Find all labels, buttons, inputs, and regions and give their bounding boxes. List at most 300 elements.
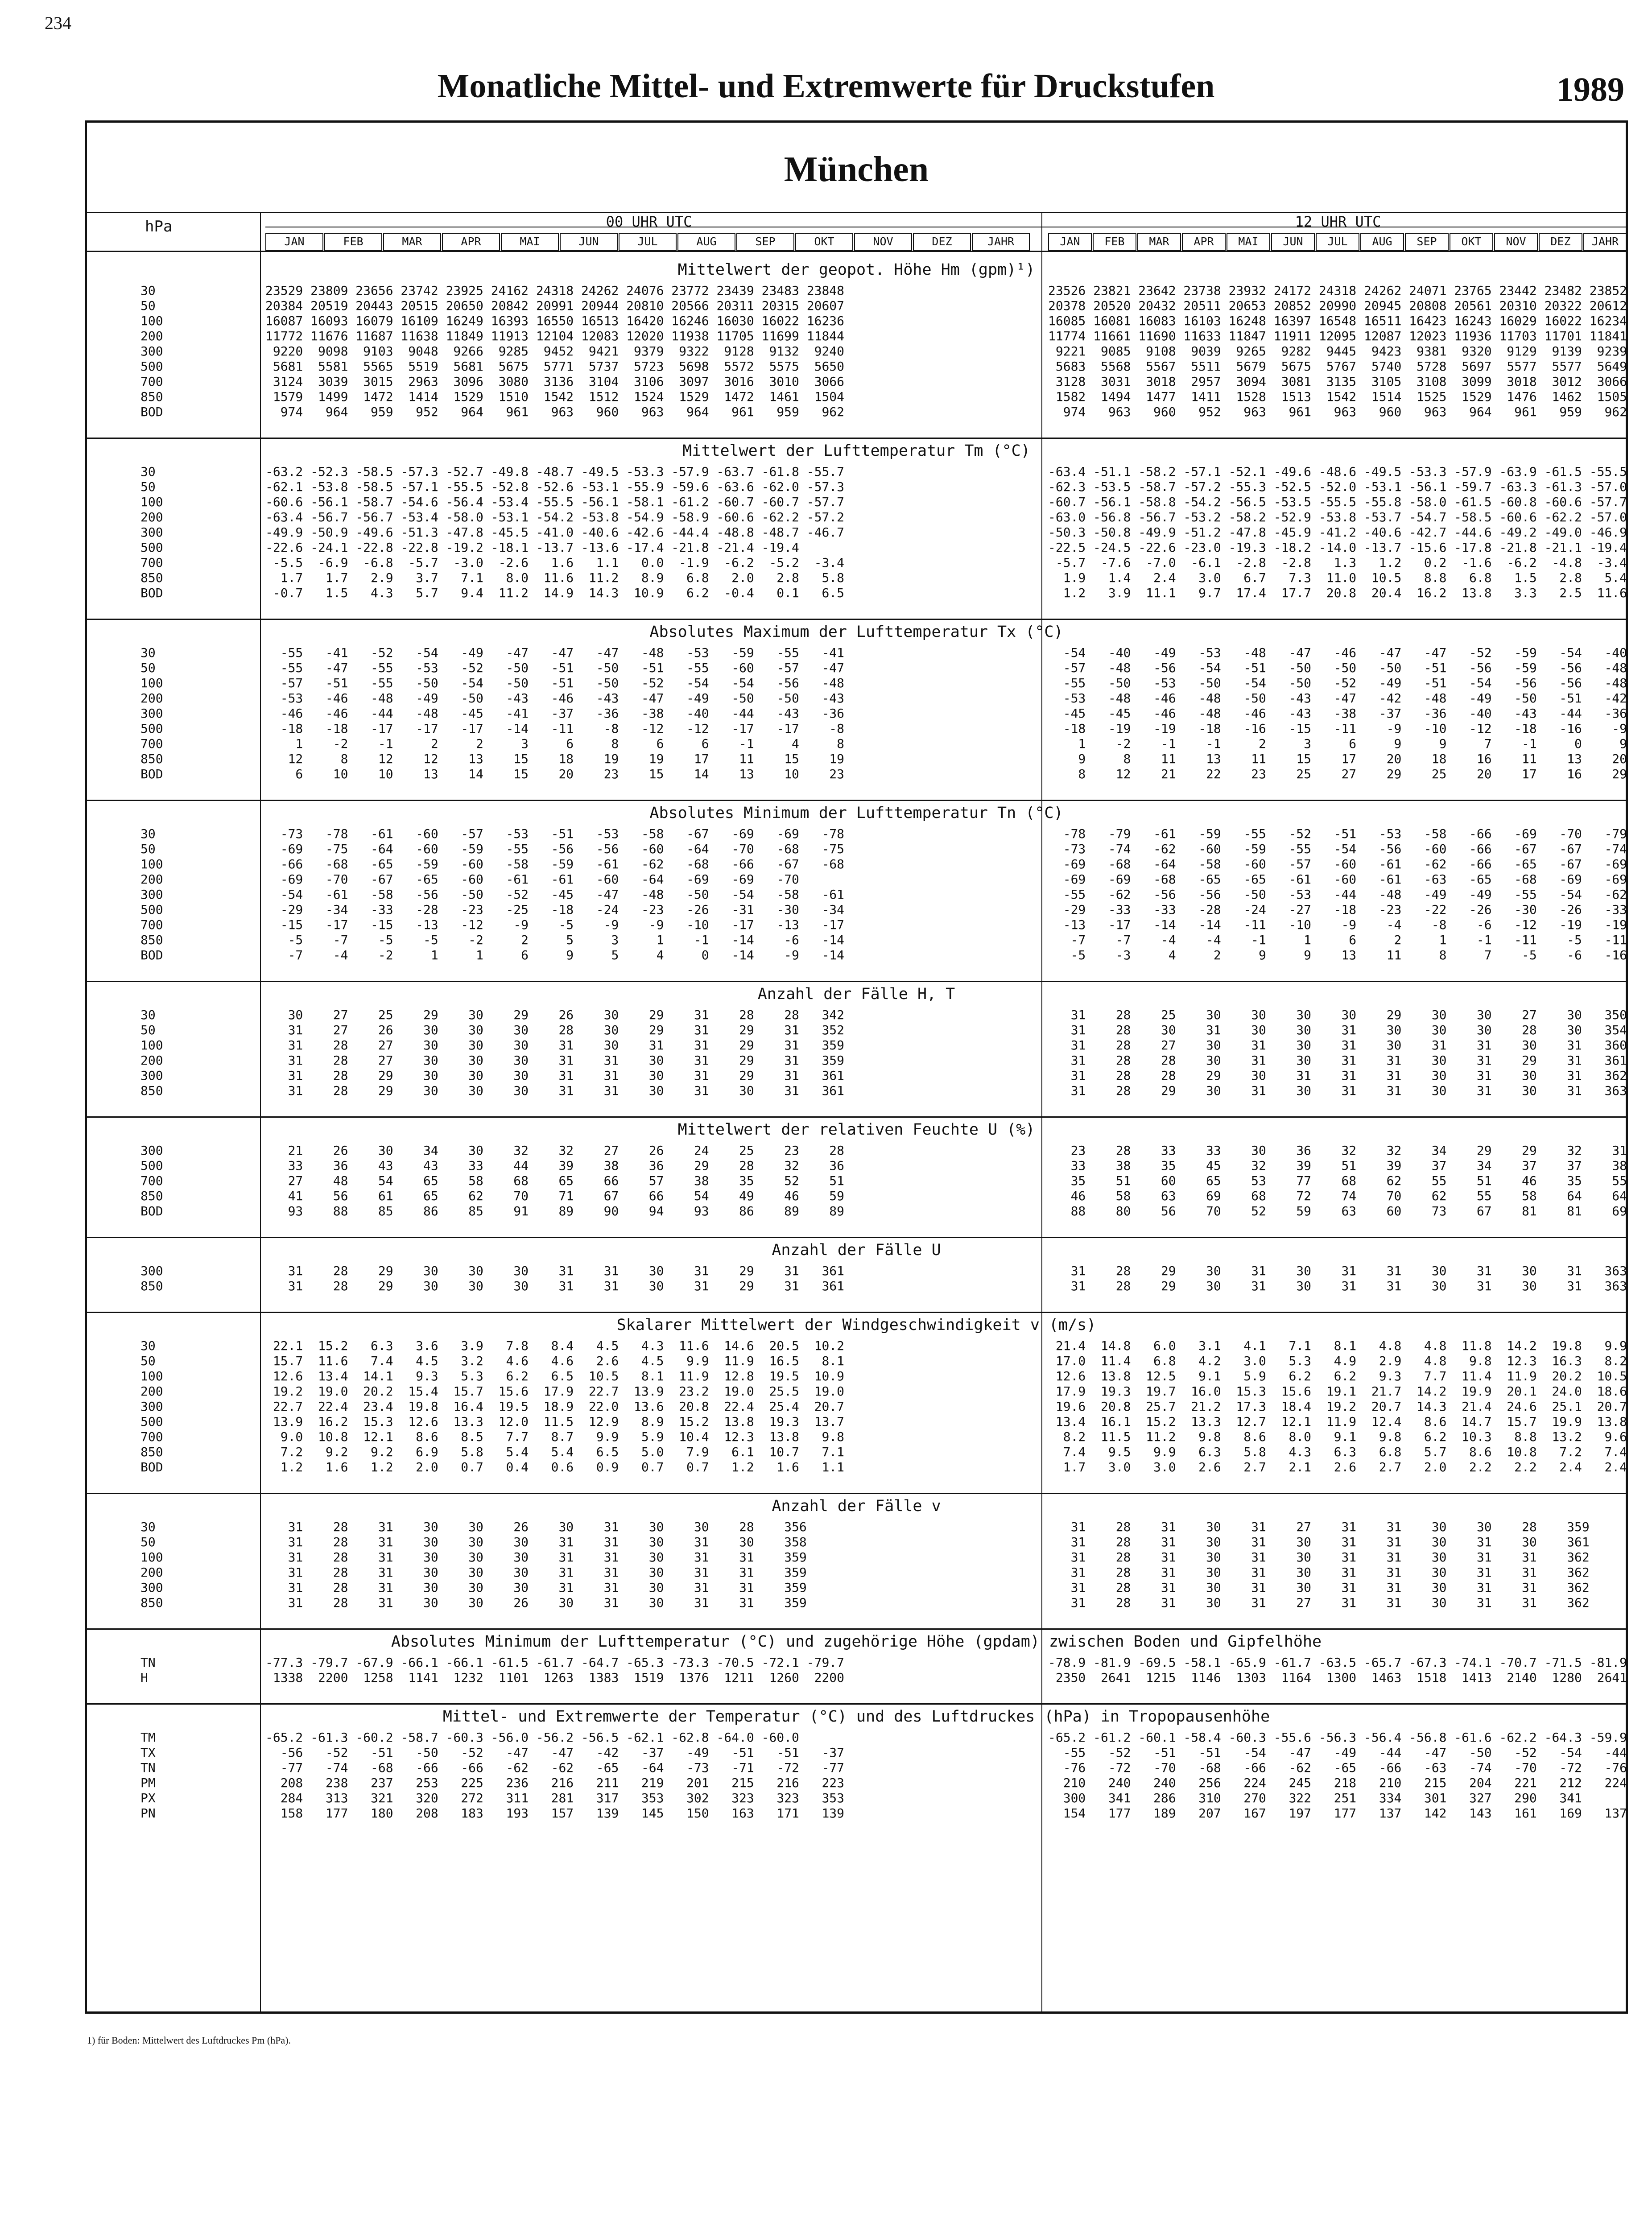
table-row xyxy=(87,298,1626,314)
table-row xyxy=(87,1670,1626,1685)
table-row xyxy=(87,1189,1626,1204)
months-12 xyxy=(1048,233,1628,251)
row-label: 30 xyxy=(140,645,156,660)
month-header: AUG xyxy=(1360,233,1404,251)
section-separator xyxy=(87,438,1626,439)
values-12-utc: 31 28 29 30 31 30 31 31 30 31 30 31 363 xyxy=(1048,1279,1627,1293)
row-label: BOD xyxy=(140,405,163,419)
row-label: 850 xyxy=(140,570,163,585)
values-00-utc: 31 28 31 30 30 30 31 31 30 31 31 359 xyxy=(265,1580,807,1595)
values-12-utc: 46 58 63 69 68 72 74 70 62 55 58 64 64 xyxy=(1048,1189,1627,1203)
section-separator xyxy=(87,981,1626,982)
table-row xyxy=(87,374,1626,389)
row-label: 50 xyxy=(140,1535,156,1549)
month-header: FEB xyxy=(1093,233,1136,251)
month-header: SEP xyxy=(1405,233,1449,251)
table-row xyxy=(87,479,1626,495)
values-12-utc: 31 28 31 30 31 30 31 31 30 31 31 362 xyxy=(1048,1550,1590,1565)
values-00-utc: -15 -17 -15 -13 -12 -9 -5 -9 -9 -10 -17 -13 -17 xyxy=(265,917,845,932)
table-row xyxy=(87,1776,1626,1791)
values-12-utc: 13.4 16.1 15.2 13.3 12.7 12.1 11.9 12.4 8.6 14.7 15.7 19.9 13.8 xyxy=(1048,1414,1627,1429)
values-00-utc: 19.2 19.0 20.2 15.4 15.7 15.6 17.9 22.7 13.9 23.2 19.0 25.5 19.0 xyxy=(265,1384,845,1399)
row-label: PN xyxy=(140,1806,156,1821)
section-rows xyxy=(87,1008,1626,1098)
month-header: JUL xyxy=(1316,233,1359,251)
table-row xyxy=(87,752,1626,767)
values-00-utc: -55 -47 -55 -53 -52 -50 -51 -50 -51 -55 -60 -57 -47 xyxy=(265,661,845,675)
section-rows xyxy=(87,464,1626,601)
values-00-utc: 31 28 31 30 30 30 31 31 30 31 31 359 xyxy=(265,1550,807,1565)
table-row xyxy=(87,706,1626,721)
row-label: 30 xyxy=(140,1338,156,1353)
col-divider-mid xyxy=(1041,212,1042,2014)
table-row xyxy=(87,1338,1626,1354)
row-label: 500 xyxy=(140,721,163,736)
values-00-utc: -46 -46 -44 -48 -45 -41 -37 -36 -38 -40 -44 -43 -36 xyxy=(265,706,845,721)
values-00-utc: -54 -61 -58 -56 -50 -52 -45 -47 -48 -50 -54 -58 -61 xyxy=(265,887,845,902)
row-label: 200 xyxy=(140,872,163,887)
table-row xyxy=(87,464,1626,479)
table-row xyxy=(87,314,1626,329)
page-title: Monatliche Mittel- und Extremwerte für Druckstufen xyxy=(437,67,1215,105)
values-12-utc: -78 -79 -61 -59 -55 -52 -51 -53 -58 -66 -69 -70 -79 xyxy=(1048,826,1627,841)
row-label: 200 xyxy=(140,1053,163,1068)
row-label: 100 xyxy=(140,495,163,509)
table-row xyxy=(87,1083,1626,1098)
table-row xyxy=(87,510,1626,525)
month-header: SEP xyxy=(736,233,794,251)
row-label: TX xyxy=(140,1745,156,1760)
values-00-utc: 6 10 10 13 14 15 20 23 15 14 13 10 23 xyxy=(265,767,845,781)
row-label: 200 xyxy=(140,691,163,706)
row-label: PX xyxy=(140,1791,156,1805)
row-label: 30 xyxy=(140,283,156,298)
table-row xyxy=(87,933,1626,948)
values-00-utc: 41 56 61 65 62 70 71 67 66 54 49 46 59 xyxy=(265,1189,845,1203)
table-row xyxy=(87,1038,1626,1053)
values-00-utc: -56 -52 -51 -50 -52 -47 -47 -42 -37 -49 -51 -51 -37 xyxy=(265,1745,845,1760)
values-00-utc: 31 28 31 30 30 26 30 31 30 31 31 359 xyxy=(265,1595,807,1610)
values-00-utc: 33 36 43 43 33 44 39 38 36 29 28 32 36 xyxy=(265,1158,845,1173)
values-12-utc: -5.7 -7.6 -7.0 -6.1 -2.8 -2.8 1.3 1.2 0.2 -1.6 -6.2 -4.8 -3.4 xyxy=(1048,555,1627,570)
table-row xyxy=(87,857,1626,872)
row-label: 50 xyxy=(140,661,156,675)
row-label: 300 xyxy=(140,1399,163,1414)
section-title: Anzahl der Fälle H, T xyxy=(757,985,955,1003)
month-header: FEB xyxy=(324,233,382,251)
row-label: 850 xyxy=(140,1083,163,1098)
values-12-utc: 31 28 27 30 31 30 31 30 31 31 30 31 360 xyxy=(1048,1038,1627,1053)
row-label: BOD xyxy=(140,948,163,962)
row-label: 50 xyxy=(140,842,156,856)
table-row xyxy=(87,1354,1626,1369)
section-separator xyxy=(87,1628,1626,1630)
month-header: JUN xyxy=(1271,233,1315,251)
values-12-utc: 31 28 28 29 30 31 31 31 30 31 30 31 362 xyxy=(1048,1068,1627,1083)
row-label: 700 xyxy=(140,1173,163,1188)
values-12-utc: 17.9 19.3 19.7 16.0 15.3 15.6 19.1 21.7 14.2 19.9 20.1 24.0 18.6 xyxy=(1048,1384,1627,1399)
section-title: Absolutes Minimum der Lufttemperatur (°C) und zugehörige Höhe (gpdam) zwischen Boden und Gipfelhöhe xyxy=(391,1633,1322,1651)
values-12-utc: 8.2 11.5 11.2 9.8 8.6 8.0 9.1 9.8 6.2 10.3 8.8 13.2 9.6 xyxy=(1048,1429,1627,1444)
section-title: Skalarer Mittelwert der Windgeschwindigkeit v (m/s) xyxy=(616,1316,1096,1334)
section-separator xyxy=(87,800,1626,801)
row-label: 300 xyxy=(140,1143,163,1158)
values-00-utc: -5.5 -6.9 -6.8 -5.7 -3.0 -2.6 1.6 1.1 0.0 -1.9 -6.2 -5.2 -3.4 xyxy=(265,555,845,570)
values-12-utc: 31 28 28 30 31 30 31 31 30 31 29 31 361 xyxy=(1048,1053,1627,1068)
table-row xyxy=(87,1580,1626,1595)
values-12-utc: -55 -50 -53 -50 -54 -50 -52 -49 -51 -54 -56 -56 -48 xyxy=(1048,676,1627,690)
row-label: BOD xyxy=(140,1204,163,1218)
table-row xyxy=(87,495,1626,510)
values-00-utc: 93 88 85 86 85 91 89 90 94 93 86 89 89 xyxy=(265,1204,845,1218)
values-12-utc: 31 28 31 30 31 30 31 31 30 31 30 361 xyxy=(1048,1535,1590,1549)
values-00-utc: -66 -68 -65 -59 -60 -58 -59 -61 -62 -68 -66 -67 -68 xyxy=(265,857,845,871)
table-row xyxy=(87,1460,1626,1475)
values-00-utc: 31 28 27 30 30 30 31 31 30 31 29 31 359 xyxy=(265,1053,845,1068)
values-00-utc: 208 238 237 253 225 236 216 211 219 201 215 216 223 xyxy=(265,1776,845,1790)
values-00-utc: -60.6 -56.1 -58.7 -54.6 -56.4 -53.4 -55.5 -56.1 -58.1 -61.2 -60.7 -60.7 -57.7 xyxy=(265,495,845,509)
table-row xyxy=(87,1595,1626,1611)
section-title: Absolutes Minimum der Lufttemperatur Tn (°C) xyxy=(649,804,1063,822)
values-00-utc: 31 28 29 30 30 30 31 31 30 31 30 31 361 xyxy=(265,1083,845,1098)
table-row xyxy=(87,1369,1626,1384)
table-row xyxy=(87,1384,1626,1399)
values-12-utc: -78.9 -81.9 -69.5 -58.1 -65.9 -61.7 -63.5 -65.7 -67.3 -74.1 -70.7 -71.5 -81.9 xyxy=(1048,1655,1627,1670)
table-row xyxy=(87,1204,1626,1219)
section-title: Anzahl der Fälle v xyxy=(772,1497,941,1515)
table-row xyxy=(87,1158,1626,1173)
table-row xyxy=(87,826,1626,842)
values-00-utc: 15.7 11.6 7.4 4.5 3.2 4.6 4.6 2.6 4.5 9.9 11.9 16.5 8.1 xyxy=(265,1354,845,1368)
values-12-utc: 31 28 30 31 30 30 31 30 30 30 28 30 354 xyxy=(1048,1023,1627,1037)
row-label: 300 xyxy=(140,1580,163,1595)
values-00-utc: -69 -75 -64 -60 -59 -55 -56 -56 -60 -64 -70 -68 -75 xyxy=(265,842,845,856)
values-12-utc: -63.0 -56.8 -56.7 -53.2 -58.2 -52.9 -53.8 -53.7 -54.7 -58.5 -60.6 -62.2 -57.0 xyxy=(1048,510,1627,524)
values-12-utc: 31 28 31 30 31 30 31 31 30 31 31 362 xyxy=(1048,1565,1590,1580)
month-header: APR xyxy=(442,233,500,251)
values-12-utc: 3128 3031 3018 2957 3094 3081 3135 3105 3108 3099 3018 3012 3066 xyxy=(1048,374,1627,389)
row-label: 200 xyxy=(140,1384,163,1399)
month-header: OKT xyxy=(1450,233,1493,251)
values-12-utc: 33 38 35 45 32 39 51 39 37 34 37 37 38 xyxy=(1048,1158,1627,1173)
table-row xyxy=(87,555,1626,570)
table-row xyxy=(87,586,1626,601)
values-00-utc: 11772 11676 11687 11638 11849 11913 12104 12083 12020 11938 11705 11699 11844 xyxy=(265,329,845,343)
values-12-utc: 1582 1494 1477 1411 1528 1513 1542 1514 1525 1529 1476 1462 1505 xyxy=(1048,389,1627,404)
table-row xyxy=(87,1550,1626,1565)
table-row xyxy=(87,1173,1626,1189)
values-12-utc: 17.0 11.4 6.8 4.2 3.0 5.3 4.9 2.9 4.8 9.8 12.3 16.3 8.2 xyxy=(1048,1354,1627,1368)
values-00-utc: -65.2 -61.3 -60.2 -58.7 -60.3 -56.0 -56.2 -56.5 -62.1 -62.8 -64.0 -60.0 xyxy=(265,1730,799,1745)
row-label: 850 xyxy=(140,933,163,947)
values-12-utc: -13 -17 -14 -14 -11 -10 -9 -4 -8 -6 -12 -19 -19 xyxy=(1048,917,1627,932)
section-rows xyxy=(87,283,1626,420)
section-rows xyxy=(87,1143,1626,1219)
row-label: 500 xyxy=(140,359,163,374)
table-row xyxy=(87,721,1626,736)
values-00-utc: -77 -74 -68 -66 -66 -62 -62 -65 -64 -73 -71 -72 -77 xyxy=(265,1760,845,1775)
table-row xyxy=(87,676,1626,691)
row-label: 850 xyxy=(140,752,163,766)
values-00-utc: 284 313 321 320 272 311 281 317 353 302 323 323 353 xyxy=(265,1791,845,1805)
row-label: 850 xyxy=(140,389,163,404)
row-label: TN xyxy=(140,1655,156,1670)
month-header: JAN xyxy=(265,233,323,251)
values-00-utc: -73 -78 -61 -60 -57 -53 -51 -53 -58 -67 -69 -69 -78 xyxy=(265,826,845,841)
month-header: JUN xyxy=(560,233,618,251)
row-label: 200 xyxy=(140,1565,163,1580)
values-12-utc: 8 12 21 22 23 25 27 29 25 20 17 16 29 xyxy=(1048,767,1627,781)
values-00-utc: -49.9 -50.9 -49.6 -51.3 -47.8 -45.5 -41.0 -40.6 -42.6 -44.4 -48.8 -48.7 -46.7 xyxy=(265,525,845,540)
row-label: 850 xyxy=(140,1595,163,1610)
values-12-utc: -53 -48 -46 -48 -50 -43 -47 -42 -48 -49 -50 -51 -42 xyxy=(1048,691,1627,706)
table-row xyxy=(87,525,1626,540)
table-row xyxy=(87,902,1626,917)
values-12-utc: -60.7 -56.1 -58.8 -54.2 -56.5 -53.5 -55.5 -55.8 -58.0 -61.5 -60.8 -60.6 -57.7 xyxy=(1048,495,1627,509)
values-00-utc: 158 177 180 208 183 193 157 139 145 150 163 171 139 xyxy=(265,1806,845,1821)
section-rows xyxy=(87,645,1626,782)
values-00-utc: 31 28 27 30 30 30 31 30 31 31 29 31 359 xyxy=(265,1038,845,1053)
values-12-utc: 31 28 31 30 31 27 31 31 30 31 31 362 xyxy=(1048,1595,1590,1610)
values-12-utc: 19.6 20.8 25.7 21.2 17.3 18.4 19.2 20.7 14.3 21.4 24.6 25.1 20.7 xyxy=(1048,1399,1627,1414)
values-00-utc: 31 28 31 30 30 26 30 31 30 30 28 356 xyxy=(265,1520,807,1534)
values-00-utc: 1.2 1.6 1.2 2.0 0.7 0.4 0.6 0.9 0.7 0.7 1.2 1.6 1.1 xyxy=(265,1460,845,1474)
values-12-utc: -22.5 -24.5 -22.6 -23.0 -19.3 -18.2 -14.0 -13.7 -15.6 -17.8 -21.8 -21.1 -19.4 xyxy=(1048,540,1627,555)
values-12-utc: 210 240 240 256 224 245 218 210 215 204 221 212 224 xyxy=(1048,1776,1627,1790)
row-label: 700 xyxy=(140,555,163,570)
table-row xyxy=(87,1053,1626,1068)
values-00-utc: 30 27 25 29 30 29 26 30 29 31 28 28 342 xyxy=(265,1008,845,1022)
table-row xyxy=(87,283,1626,298)
values-12-utc: 11774 11661 11690 11633 11847 11911 12095 12087 12023 11936 11703 11701 11841 xyxy=(1048,329,1627,343)
values-12-utc: 12.6 13.8 12.5 9.1 5.9 6.2 6.2 9.3 7.7 11.4 11.9 20.2 10.5 xyxy=(1048,1369,1627,1383)
row-label: 300 xyxy=(140,1264,163,1278)
values-00-utc: 31 27 26 30 30 30 28 30 29 31 29 31 352 xyxy=(265,1023,845,1037)
row-label: 500 xyxy=(140,1158,163,1173)
month-header: NOV xyxy=(1494,233,1538,251)
values-00-utc: -63.2 -52.3 -58.5 -57.3 -52.7 -49.8 -48.7 -49.5 -53.3 -57.9 -63.7 -61.8 -55.7 xyxy=(265,464,845,479)
values-12-utc: -7 -7 -4 -4 -1 1 6 2 1 -1 -11 -5 -11 xyxy=(1048,933,1627,947)
values-12-utc: 31 28 31 30 31 30 31 31 30 31 31 362 xyxy=(1048,1580,1590,1595)
table-row xyxy=(87,405,1626,420)
values-00-utc: 31 28 31 30 30 30 31 31 30 31 31 359 xyxy=(265,1565,807,1580)
values-12-utc: 974 963 960 952 963 961 963 960 963 964 961 959 962 xyxy=(1048,405,1627,419)
values-12-utc: 31 28 25 30 30 30 30 29 30 30 27 30 350 xyxy=(1048,1008,1627,1022)
table-row xyxy=(87,329,1626,344)
table-row xyxy=(87,1806,1626,1821)
values-00-utc: -62.1 -53.8 -58.5 -57.1 -55.5 -52.8 -52.6 -53.1 -55.9 -59.6 -63.6 -62.0 -57.3 xyxy=(265,479,845,494)
section-separator xyxy=(87,1116,1626,1118)
values-00-utc: 16087 16093 16079 16109 16249 16393 16550 16513 16420 16246 16030 16022 16236 xyxy=(265,314,845,328)
row-label: 30 xyxy=(140,1008,156,1022)
row-label: 700 xyxy=(140,736,163,751)
row-label: 700 xyxy=(140,917,163,932)
values-00-utc: 31 28 29 30 30 30 31 31 30 31 29 31 361 xyxy=(265,1068,845,1083)
values-00-utc: 13.9 16.2 15.3 12.6 13.3 12.0 11.5 12.9 8.9 15.2 13.8 19.3 13.7 xyxy=(265,1414,845,1429)
row-label: 300 xyxy=(140,887,163,902)
section-title: Mittelwert der geopot. Höhe Hm (gpm)¹) xyxy=(677,261,1035,279)
values-12-utc: 2350 2641 1215 1146 1303 1164 1300 1463 1518 1413 2140 1280 2641 xyxy=(1048,1670,1627,1685)
table-row xyxy=(87,1068,1626,1083)
section-separator xyxy=(87,1703,1626,1705)
values-12-utc: -50.3 -50.8 -49.9 -51.2 -47.8 -45.9 -41.2 -40.6 -42.7 -44.6 -49.2 -49.0 -46.9 xyxy=(1048,525,1627,540)
values-00-utc: -55 -41 -52 -54 -49 -47 -47 -47 -48 -53 -59 -55 -41 xyxy=(265,645,845,660)
section-title: Mittelwert der Lufttemperatur Tm (°C) xyxy=(682,442,1030,460)
table-row xyxy=(87,1535,1626,1550)
values-12-utc: 7.4 9.5 9.9 6.3 5.8 4.3 6.3 6.8 5.7 8.6 10.8 7.2 7.4 xyxy=(1048,1445,1627,1459)
month-header: JUL xyxy=(619,233,677,251)
table-row xyxy=(87,1264,1626,1279)
values-00-utc: 31 28 31 30 30 30 31 31 30 31 30 358 xyxy=(265,1535,807,1549)
row-label: 700 xyxy=(140,1429,163,1444)
values-12-utc: 31 28 31 30 31 27 31 31 30 30 28 359 xyxy=(1048,1520,1590,1534)
row-label: PM xyxy=(140,1776,156,1790)
table-row xyxy=(87,736,1626,752)
values-00-utc: 22.1 15.2 6.3 3.6 3.9 7.8 8.4 4.5 4.3 11.6 14.6 20.5 10.2 xyxy=(265,1338,845,1353)
row-label: BOD xyxy=(140,586,163,600)
values-12-utc: 300 341 286 310 270 322 251 334 301 327 290 341 xyxy=(1048,1791,1582,1805)
section-separator xyxy=(87,1237,1626,1238)
values-00-utc: 23529 23809 23656 23742 23925 24162 24318 24262 24076 23772 23439 23483 23848 xyxy=(265,283,845,298)
table-row xyxy=(87,1445,1626,1460)
values-12-utc: -76 -72 -70 -68 -66 -62 -65 -66 -63 -74 -70 -72 -76 xyxy=(1048,1760,1627,1775)
section-rows xyxy=(87,826,1626,963)
month-header: NOV xyxy=(854,233,912,251)
col-divider-left xyxy=(260,212,261,2014)
month-header: JAHR xyxy=(972,233,1030,251)
section-rows xyxy=(87,1264,1626,1294)
table-row xyxy=(87,1655,1626,1670)
values-00-utc: -5 -7 -5 -5 -2 2 5 3 1 -1 -14 -6 -14 xyxy=(265,933,845,947)
values-12-utc: -55 -52 -51 -51 -54 -47 -49 -44 -47 -50 -52 -54 -44 xyxy=(1048,1745,1627,1760)
table-row xyxy=(87,359,1626,374)
hpa-label: hPa xyxy=(145,218,173,235)
row-label: BOD xyxy=(140,767,163,781)
row-label: 300 xyxy=(140,344,163,359)
values-00-utc: 974 964 959 952 964 961 963 960 963 964 961 959 962 xyxy=(265,405,845,419)
values-12-utc: -29 -33 -33 -28 -24 -27 -18 -23 -22 -26 -30 -26 -33 xyxy=(1048,902,1627,917)
row-label: 200 xyxy=(140,510,163,524)
row-label: TM xyxy=(140,1730,156,1745)
row-label: 30 xyxy=(140,826,156,841)
row-label: 300 xyxy=(140,525,163,540)
values-00-utc: 1.7 1.7 2.9 3.7 7.1 8.0 11.6 11.2 8.9 6.8 2.0 2.8 5.8 xyxy=(265,570,845,585)
values-12-utc: 1.2 3.9 11.1 9.7 17.4 17.7 20.8 20.4 16.2 13.8 3.3 2.5 11.6 xyxy=(1048,586,1627,600)
table-row xyxy=(87,1791,1626,1806)
row-label: 100 xyxy=(140,857,163,871)
values-00-utc: -57 -51 -55 -50 -54 -50 -51 -50 -52 -54 -54 -56 -48 xyxy=(265,676,845,690)
values-12-utc: -73 -74 -62 -60 -59 -55 -54 -56 -60 -66 -67 -67 -74 xyxy=(1048,842,1627,856)
row-label: 500 xyxy=(140,540,163,555)
table-row xyxy=(87,1414,1626,1429)
table-row xyxy=(87,645,1626,661)
table-row xyxy=(87,1745,1626,1760)
table-row xyxy=(87,917,1626,933)
month-header: MAI xyxy=(1227,233,1270,251)
footnote: 1) für Boden: Mittelwert des Luftdruckes Pm (hPa). xyxy=(87,2035,291,2046)
month-header: MAR xyxy=(1137,233,1181,251)
row-label: 30 xyxy=(140,464,156,479)
month-header: OKT xyxy=(795,233,853,251)
row-label: 100 xyxy=(140,1369,163,1383)
table-row xyxy=(87,540,1626,555)
section-separator xyxy=(87,1312,1626,1313)
values-12-utc: 23 28 33 33 30 36 32 32 34 29 29 32 31 xyxy=(1048,1143,1627,1158)
row-label: 850 xyxy=(140,1445,163,1459)
values-00-utc: -7 -4 -2 1 1 6 9 5 4 0 -14 -9 -14 xyxy=(265,948,845,962)
values-12-utc: -63.4 -51.1 -58.2 -57.1 -52.1 -49.6 -48.6 -49.5 -53.3 -57.9 -63.9 -61.5 -55.5 xyxy=(1048,464,1627,479)
values-00-utc: 5681 5581 5565 5519 5681 5675 5771 5737 5723 5698 5572 5575 5650 xyxy=(265,359,845,374)
month-header: DEZ xyxy=(913,233,971,251)
page-number: 234 xyxy=(45,13,71,33)
values-00-utc: 3124 3039 3015 2963 3096 3080 3136 3104 3106 3097 3016 3010 3066 xyxy=(265,374,845,389)
table-row xyxy=(87,842,1626,857)
values-12-utc: 154 177 189 207 167 197 177 137 142 143 161 169 137 xyxy=(1048,1806,1627,1821)
values-00-utc: 22.7 22.4 23.4 19.8 16.4 19.5 18.9 22.0 13.6 20.8 22.4 25.4 20.7 xyxy=(265,1399,845,1414)
row-label: 30 xyxy=(140,1520,156,1534)
row-label: 300 xyxy=(140,1068,163,1083)
values-12-utc: -57 -48 -56 -54 -51 -50 -50 -50 -51 -56 -59 -56 -48 xyxy=(1048,661,1627,675)
row-label: 50 xyxy=(140,1354,156,1368)
values-12-utc: -69 -69 -68 -65 -65 -61 -60 -61 -63 -65 -68 -69 -69 xyxy=(1048,872,1627,887)
row-label: 100 xyxy=(140,676,163,690)
section-rows xyxy=(87,1655,1626,1685)
row-label: 500 xyxy=(140,1414,163,1429)
values-00-utc: -0.7 1.5 4.3 5.7 9.4 11.2 14.9 14.3 10.9 6.2 -0.4 0.1 6.5 xyxy=(265,586,845,600)
values-00-utc: -69 -70 -67 -65 -60 -61 -61 -60 -64 -69 -69 -70 xyxy=(265,872,799,887)
row-label: TN xyxy=(140,1760,156,1775)
values-00-utc: 27 48 54 65 58 68 65 66 57 38 35 52 51 xyxy=(265,1173,845,1188)
table-row xyxy=(87,1023,1626,1038)
table-row xyxy=(87,887,1626,902)
values-12-utc: 1.7 3.0 3.0 2.6 2.7 2.1 2.6 2.7 2.0 2.2 2.2 2.4 2.4 xyxy=(1048,1460,1627,1474)
values-12-utc: 21.4 14.8 6.0 3.1 4.1 7.1 8.1 4.8 4.8 11.8 14.2 19.8 9.9 xyxy=(1048,1338,1627,1353)
values-00-utc: -29 -34 -33 -28 -23 -25 -18 -24 -23 -26 -31 -30 -34 xyxy=(265,902,845,917)
values-00-utc: -18 -18 -17 -17 -17 -14 -11 -8 -12 -12 -17 -17 -8 xyxy=(265,721,845,736)
table-row xyxy=(87,570,1626,586)
values-00-utc: 1 -2 -1 2 2 3 6 8 6 6 -1 4 8 xyxy=(265,736,845,751)
values-12-utc: 5683 5568 5567 5511 5679 5675 5767 5740 5728 5697 5577 5577 5649 xyxy=(1048,359,1627,374)
values-00-utc: -63.4 -56.7 -56.7 -53.4 -58.0 -53.1 -54.2 -53.8 -54.9 -58.9 -60.6 -62.2 -57.2 xyxy=(265,510,845,524)
row-label: 50 xyxy=(140,1023,156,1037)
values-00-utc: -53 -46 -48 -49 -50 -43 -46 -43 -47 -49 -50 -50 -43 xyxy=(265,691,845,706)
values-12-utc: 20378 20520 20432 20511 20653 20852 20990 20945 20808 20561 20310 20322 20612 xyxy=(1048,298,1627,313)
table-row xyxy=(87,1399,1626,1414)
values-12-utc: 9 8 11 13 11 15 17 20 18 16 11 13 20 xyxy=(1048,752,1627,766)
month-header: JAHR xyxy=(1583,233,1627,251)
values-12-utc: -69 -68 -64 -58 -60 -57 -60 -61 -62 -66 -65 -67 -69 xyxy=(1048,857,1627,871)
table-row xyxy=(87,1279,1626,1294)
values-00-utc: 21 26 30 34 30 32 32 27 26 24 25 23 28 xyxy=(265,1143,845,1158)
row-label: 100 xyxy=(140,1550,163,1565)
section-title: Absolutes Maximum der Lufttemperatur Tx (°C) xyxy=(649,623,1063,641)
row-label: 200 xyxy=(140,329,163,343)
values-12-utc: 1 -2 -1 -1 2 3 6 9 9 7 -1 0 9 xyxy=(1048,736,1627,751)
values-00-utc: 7.2 9.2 9.2 6.9 5.8 5.4 5.4 6.5 5.0 7.9 6.1 10.7 7.1 xyxy=(265,1445,845,1459)
values-00-utc: 20384 20519 20443 20515 20650 20842 20991 20944 20810 20566 20311 20315 20607 xyxy=(265,298,845,313)
row-label: 850 xyxy=(140,1279,163,1293)
values-12-utc: 31 28 29 30 31 30 31 31 30 31 30 31 363 xyxy=(1048,1264,1627,1278)
section-title: Mittelwert der relativen Feuchte U (%) xyxy=(677,1121,1035,1139)
values-12-utc: -62.3 -53.5 -58.7 -57.2 -55.3 -52.5 -52.0 -53.1 -56.1 -59.7 -63.3 -61.3 -57.0 xyxy=(1048,479,1627,494)
table-row xyxy=(87,1760,1626,1776)
section-rows xyxy=(87,1338,1626,1475)
values-00-utc: 31 28 29 30 30 30 31 31 30 31 29 31 361 xyxy=(265,1279,845,1293)
values-00-utc: 9220 9098 9103 9048 9266 9285 9452 9421 9379 9322 9128 9132 9240 xyxy=(265,344,845,359)
row-label: 500 xyxy=(140,902,163,917)
group-12-utc: 12 UHR UTC xyxy=(1295,213,1381,230)
month-header: JAN xyxy=(1048,233,1092,251)
